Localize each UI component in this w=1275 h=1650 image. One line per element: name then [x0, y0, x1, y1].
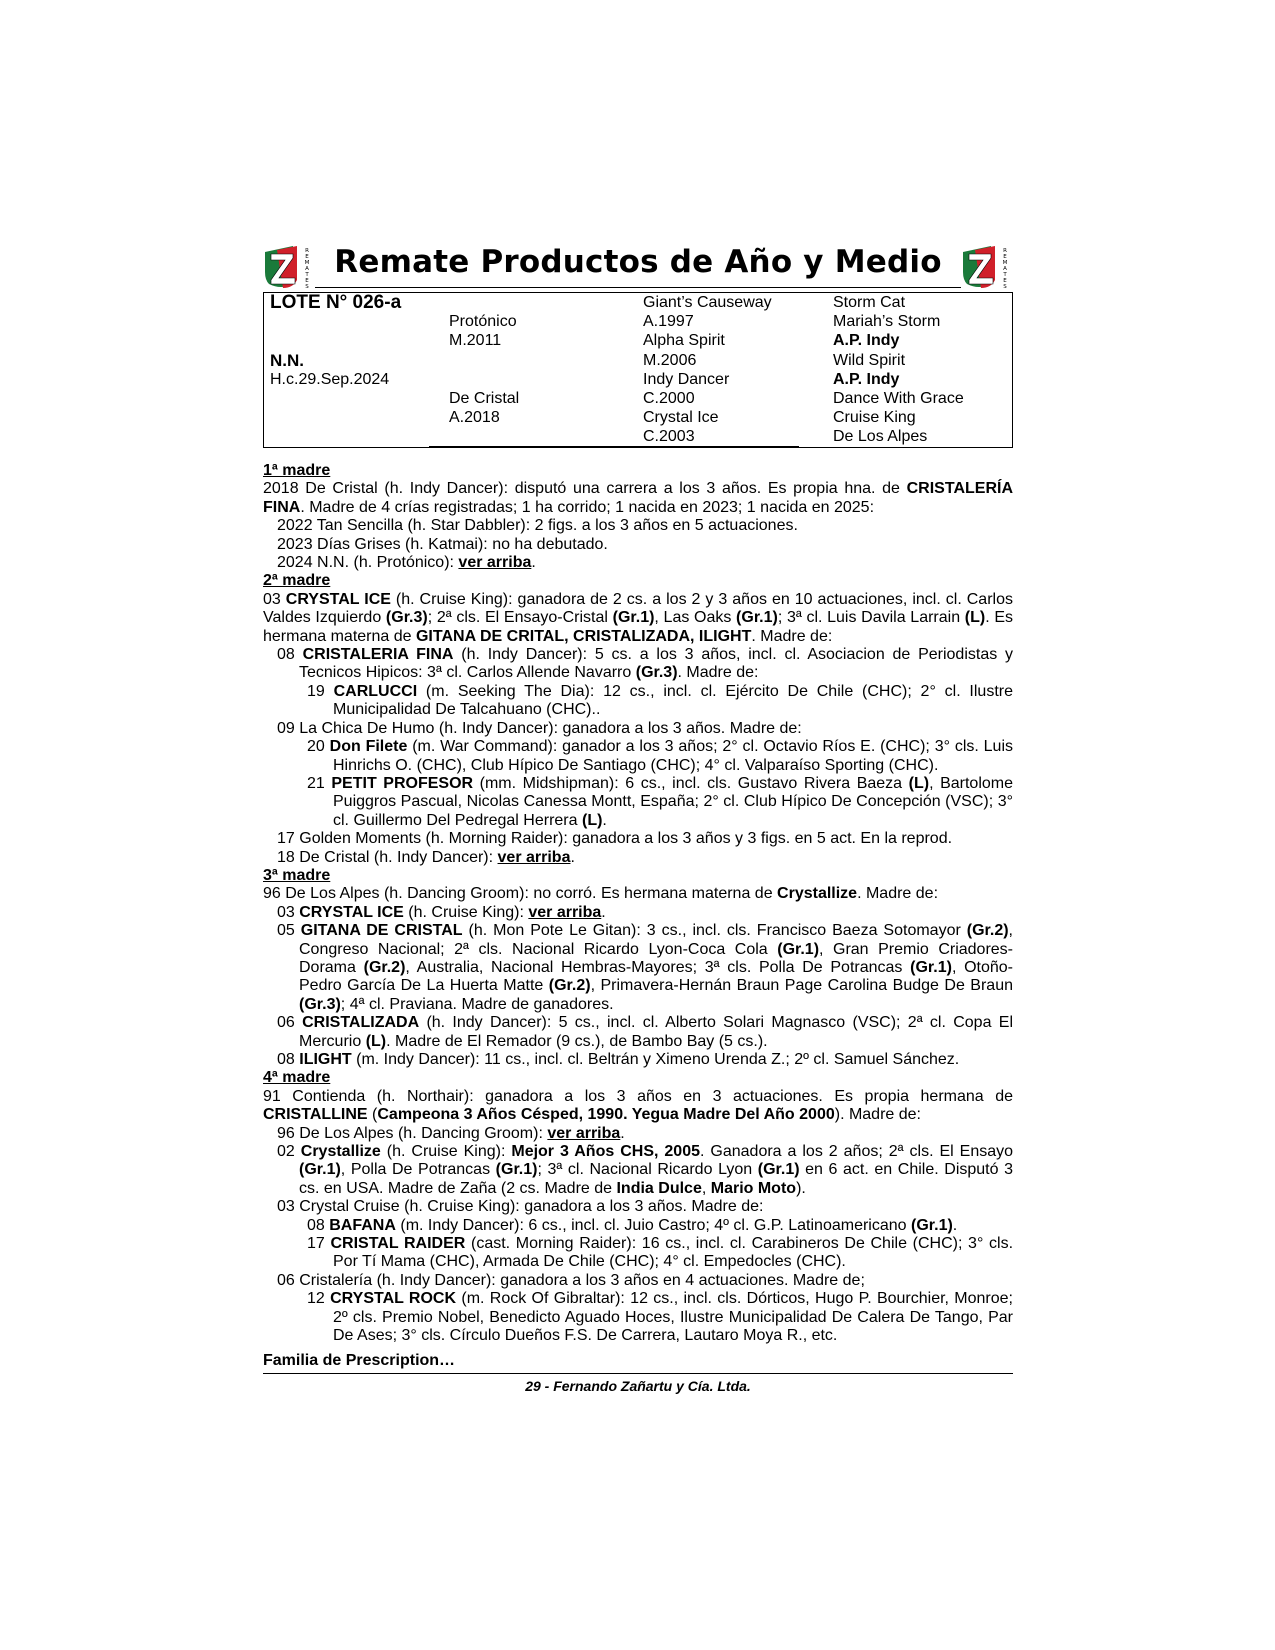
- produce-entry: 20 Don Filete (m. War Command): ganador a los 3 años; 2° cl. Octavio Ríos E. (CHC); 3° cls. Luis Hinrichs O. (CHC), Club Hípico De Santiago (CHC); 4° cl. Valparaíso Sporting (CHC).: [307, 738, 1014, 774]
- pedigree-divider: [429, 445, 629, 447]
- sire-info: M.2011: [449, 332, 502, 350]
- grandparent-info: C.2003: [643, 428, 695, 446]
- pedigree-col-horse: [270, 293, 430, 389]
- produce-entry: 08 CRISTALERIA FINA (h. Indy Dancer): 5 cs. a los 3 años, incl. cl. Asociacion de Periodistas y Tecnicos Hipicos: 3ª cl. Carlos Allende Navarro (Gr.3). Madre de:: [277, 646, 1014, 682]
- svg-text:S: S: [1003, 284, 1007, 290]
- produce-entry: 19 CARLUCCI (m. Seeking The Dia): 12 cs., incl. cl. Ejército De Chile (CHC); 2° cl. Ilustre Municipalidad De Talcahuano (CHC)..: [307, 682, 1013, 719]
- ver-arriba-link[interactable]: ver arriba: [458, 554, 532, 572]
- produce-entry: 08 ILIGHT (m. Indy Dancer): 11 cs., incl. cl. Beltrán y Ximeno Urenda Z.; 2º cl. Samuel Sánchez.: [277, 1051, 960, 1068]
- section-heading-1st-dam: 1ª madre: [263, 462, 331, 479]
- great-grandparent: Cruise King: [833, 409, 916, 427]
- great-grandparent: Storm Cat: [833, 294, 906, 311]
- svg-text:S: S: [305, 284, 309, 290]
- family-label: Familia de Prescription…: [263, 1351, 456, 1369]
- svg-text:M: M: [1002, 260, 1008, 266]
- grandparent: Alpha Spirit: [643, 332, 725, 350]
- svg-text:M: M: [304, 260, 310, 266]
- pedigree-col-great-grandparents: [833, 293, 1013, 447]
- produce-entry: 2024 N.N. (h. Protónico): ver arriba.: [277, 554, 536, 572]
- pedigree-divider: [629, 445, 799, 447]
- pedigree-col-parents: [449, 293, 619, 427]
- section-heading-2nd-dam: 2ª madre: [263, 572, 331, 590]
- horse-info: H.c.29.Sep.2024: [270, 370, 390, 388]
- lot-number: LOTE N° 026-a: [270, 292, 402, 313]
- produce-entry: 06 Cristalería (h. Indy Dancer): ganadora a los 3 años en 4 actuaciones. Madre de;: [277, 1271, 865, 1289]
- svg-text:R: R: [1003, 248, 1007, 254]
- pedigree-table: [263, 292, 1013, 448]
- produce-entry: 08 BAFANA (m. Indy Dancer): 6 cs., incl. cl. Juio Castro; 4º cl. G.P. Latinoamericano (Gr.1).: [307, 1216, 958, 1234]
- svg-text:E: E: [305, 254, 309, 260]
- produce-entry: 21 PETIT PROFESOR (mm. Midshipman): 6 cs., incl. cls. Gustavo Rivera Baeza (L), Bartolome Puiggros Pascual, Nicolas Canessa Montt, España; 2° cl. Club Hípico De Concepción (VSC); 3° cl. Guillermo Del Pedregal Herrera (L).: [307, 774, 1014, 829]
- grandparent-info: C.2000: [643, 389, 695, 407]
- great-grandparent: A.P. Indy: [833, 332, 900, 350]
- page-title: Remate Productos de Año y Medio: [334, 244, 942, 280]
- page-header: [263, 240, 1013, 292]
- produce-entry: 2022 Tan Sencilla (h. Star Dabbler): 2 figs. a los 3 años en 5 actuaciones.: [277, 517, 798, 535]
- produce-entry: 2023 Días Grises (h. Katmai): no ha debutado.: [277, 535, 608, 553]
- footer-rule: [263, 1373, 1013, 1374]
- produce-entry: 17 CRISTAL RAIDER (cast. Morning Raider): 16 cs., incl. cl. Carabineros De Chile (CHC); 3° cls. Por Tí Mama (CHC), Armada De Chile (CHC); 4° cl. Empedocles (CHC).: [307, 1235, 1014, 1271]
- dam-paragraph: 03 CRYSTAL ICE (h. Cruise King): ganadora de 2 cs. a los 2 y 3 años en 10 actuaciones, incl. cl. Carlos Valdes Izquierdo (Gr.3); 2ª cls. El Ensayo-Cristal (Gr.1), Las Oaks (Gr.1); 3ª cl. Luis Davila Larrain (L). Es hermana materna de GITANA DE CRITAL, CRISTALIZADA, ILIGHT. Madre de:: [263, 590, 1014, 645]
- catalog-page: [263, 240, 1013, 1395]
- svg-text:E: E: [1003, 278, 1007, 284]
- dam-name: De Cristal: [449, 389, 520, 407]
- dam-paragraph: 96 De Los Alpes (h. Dancing Groom): no corró. Es hermana materna de Crystallize. Madre de:: [263, 885, 939, 903]
- ver-arriba-link[interactable]: ver arriba: [547, 1124, 621, 1142]
- produce-entry: 05 GITANA DE CRISTAL (h. Mon Pote Le Gitan): 3 cs., incl. cls. Francisco Baeza Sotomayor (Gr.2), Congreso Nacional; 2ª cls. Nacional Ricardo Lyon-Coca Cola (Gr.1), Gran Premio Criadores-Dorama (Gr.2), Australia, Nacional Hembras-Mayores; 3ª cls. Polla De Potrancas (Gr.1), Otoño-Pedro García De La Huerta Matte (Gr.2), Primavera-Hernán Braun Page Carolina Budge De Braun (Gr.3); 4ª cl. Praviana. Madre de ganadores.: [277, 922, 1014, 1013]
- svg-text:A: A: [305, 266, 309, 272]
- svg-text:E: E: [1003, 254, 1007, 260]
- great-grandparent: Mariah’s Storm: [833, 313, 941, 331]
- svg-text:R: R: [305, 248, 309, 254]
- svg-text:T: T: [1003, 272, 1007, 278]
- great-grandparent: Wild Spirit: [833, 351, 906, 369]
- produce-entry: 03 Crystal Cruise (h. Cruise King): ganadora a los 3 años. Madre de:: [277, 1198, 764, 1216]
- svg-text:E: E: [305, 278, 309, 284]
- remates-logo-right: [961, 244, 1013, 292]
- remates-logo-left: [263, 244, 315, 292]
- svg-text:A: A: [1003, 266, 1007, 272]
- produce-entry: 17 Golden Moments (h. Morning Raider): ganadora a los 3 años y 3 figs. en 5 act. En la reprod.: [277, 830, 953, 848]
- page-footer: 29 - Fernando Zañartu y Cía. Ltda.: [525, 1377, 751, 1394]
- produce-entry: 03 CRYSTAL ICE (h. Cruise King): ver arriba.: [277, 903, 606, 921]
- ver-arriba-link[interactable]: ver arriba: [497, 848, 571, 866]
- ver-arriba-link[interactable]: ver arriba: [528, 903, 602, 921]
- sire-name: Protónico: [449, 313, 517, 331]
- grandparent-info: M.2006: [643, 351, 697, 369]
- great-grandparent: De Los Alpes: [833, 428, 928, 446]
- grandparent: Crystal Ice: [643, 409, 719, 427]
- produce-entry: 09 La Chica De Humo (h. Indy Dancer): ganadora a los 3 años. Madre de:: [277, 719, 802, 737]
- horse-name: N.N.: [270, 350, 304, 370]
- dam-paragraph: 91 Contienda (h. Northair): ganadora a los 3 años en 3 actuaciones. Es propia hermana de CRISTALLINE (Campeona 3 Años Césped, 1990. Yegua Madre Del Año 2000). Madre de:: [263, 1087, 1013, 1124]
- section-heading-4th-dam: 4ª madre: [263, 1069, 331, 1087]
- produce-entry: 06 CRISTALIZADA (h. Indy Dancer): 5 cs., incl. cl. Alberto Solari Magnasco (VSC); 2ª cl. Copa El Mercurio (L). Madre de El Remador (9 cs.), de Bambo Bay (5 cs.).: [277, 1014, 1013, 1050]
- dam-info: A.2018: [449, 409, 500, 427]
- section-heading-3rd-dam: 3ª madre: [263, 866, 331, 884]
- svg-text:T: T: [305, 272, 309, 278]
- produce-entry: 18 De Cristal (h. Indy Dancer): ver arriba.: [277, 848, 575, 866]
- dam-paragraph: 2018 De Cristal (h. Indy Dancer): disputó una carrera a los 3 años. Es propia hna. de CRISTALERÍA FINA. Madre de 4 crías registradas; 1 ha corrido; 1 nacida en 2023; 1 nacida en 2025:: [263, 480, 1013, 516]
- pedigree-col-grandparents: [643, 293, 823, 447]
- grandparent-info: A.1997: [643, 313, 694, 331]
- great-grandparent: Dance With Grace: [833, 389, 964, 407]
- pedigree-notes: [263, 462, 1013, 1395]
- title-underline: [315, 287, 961, 288]
- produce-entry: 96 De Los Alpes (h. Dancing Groom): ver arriba.: [277, 1124, 625, 1142]
- produce-entry: 12 CRYSTAL ROCK (m. Rock Of Gibraltar): 12 cs., incl. cls. Dórticos, Hugo P. Bourchier, Monroe; 2º cls. Premio Nobel, Benedicto Aguado Hoces, Ilustre Municipalidad De Calera De Tango, Par De Ases; 3° cls. Círculo Dueños F.S. De Carrera, Lautaro Moya R., etc.: [307, 1290, 1014, 1345]
- grandparent: Indy Dancer: [643, 370, 730, 388]
- grandparent: Giant’s Causeway: [643, 294, 772, 311]
- produce-entry: 02 Crystallize (h. Cruise King): Mejor 3 Años CHS, 2005. Ganadora a los 2 años; 2ª cls. El Ensayo (Gr.1), Polla De Potrancas (Gr.1); 3ª cl. Nacional Ricardo Lyon (Gr.1) en 6 act. en Chile. Disputó 3 cs. en USA. Madre de Zaña (2 cs. Madre de India Dulce, Mario Moto).: [277, 1143, 1014, 1197]
- great-grandparent: A.P. Indy: [833, 370, 900, 388]
